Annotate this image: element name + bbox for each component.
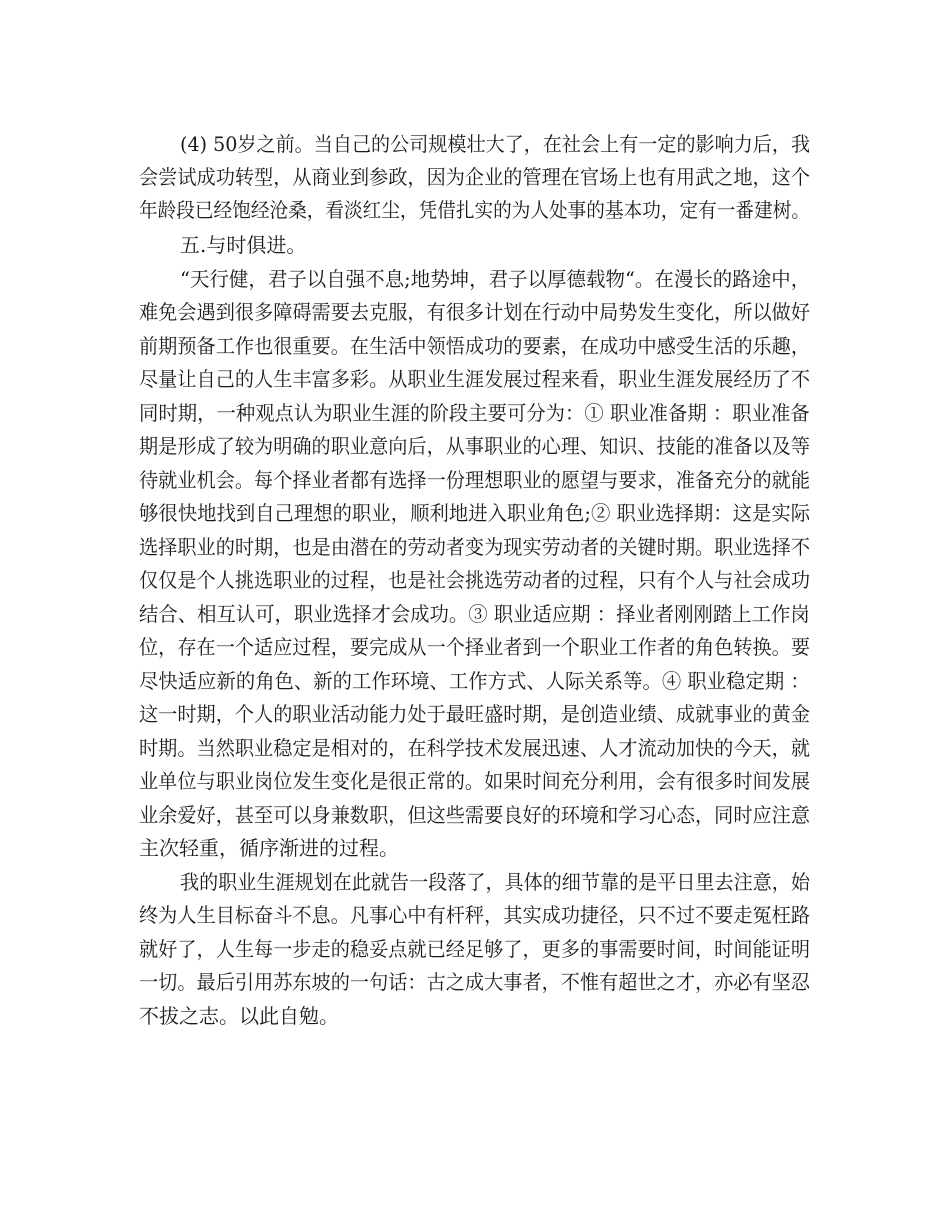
text-line: 业余爱好，甚至可以身兼数职，但这些需要良好的环境和学习心态，同时应注意 (139, 803, 811, 827)
text-line: 尽量让自己的人生丰富多彩。从职业生涯发展过程来看，职业生涯发展经历了不 (139, 367, 811, 391)
text-line: 位，存在一个适应过程，要完成从一个择业者到一个职业工作者的角色转换。要 (139, 635, 811, 659)
text-line: 结合、相互认可，职业选择才会成功。③ 职业适应期 ：择业者刚刚踏上工作岗 (139, 602, 810, 626)
text-line: “天行健，君子以自强不息;地势坤，君子以厚德载物“。在漫长的路途中， (180, 267, 811, 291)
text-line: 终为人生目标奋斗不息。凡事心中有杆秤，其实成功捷径，只不过不要走冤枉路 (139, 903, 811, 927)
text-line: 我的职业生涯规划在此就告一段落了，具体的细节靠的是平日里去注意，始 (180, 870, 810, 894)
text-line: 年龄段已经饱经沧桑，看淡红尘，凭借扎实的为人处事的基本功，定有一番建树。 (139, 198, 810, 222)
text-line: 够很快地找到自己理想的职业，顺利地进入职业角色;② 职业选择期：这是实际 (139, 501, 811, 525)
text-line: 不拔之志。以此自勉。 (139, 1004, 339, 1028)
text-line: 时期。当然职业稳定是相对的，在科学技术发展迅速、人才流动加快的今天，就 (139, 736, 811, 760)
text-line: 主次轻重，循序渐进的过程。 (139, 836, 399, 860)
text-line: 同时期，一种观点认为职业生涯的阶段主要可分为：① 职业准备期 ：职业准备 (139, 401, 810, 425)
text-line: 业单位与职业岗位发生变化是很正常的。如果时间充分利用，会有很多时间发展 (139, 769, 811, 793)
text-line: (4) 50岁之前。当自己的公司规模壮大了，在社会上有一定的影响力后，我 (180, 132, 811, 156)
section-heading: 五.与时俱进。 (180, 233, 307, 257)
text-line: 一切。最后引用苏东坡的一句话：古之成大事者，不惟有超世之才，亦必有坚忍 (139, 970, 811, 994)
text-line: 这一时期，个人的职业活动能力处于最旺盛时期，是创造业绩、成就事业的黄金 (139, 702, 811, 726)
text-line: 就好了，人生每一步走的稳妥点就已经足够了，更多的事需要时间，时间能证明 (139, 937, 811, 961)
text-line: 尽快适应新的角色、新的工作环境、工作方式、人际关系等。④ 职业稳定期 ： (139, 669, 810, 693)
text-line: 仅仅是个人挑选职业的过程，也是社会挑选劳动者的过程，只有个人与社会成功 (139, 568, 811, 592)
text-line: 难免会遇到很多障碍需要去克服，有很多计划在行动中局势发生变化，所以做好 (139, 300, 811, 324)
text-line: 前期预备工作也很重要。在生活中领悟成功的要素，在成功中感受生活的乐趣， (139, 334, 811, 358)
text-line: 期是形成了较为明确的职业意向后，从事职业的心理、知识、技能的准备以及等 (139, 434, 811, 458)
text-line: 选择职业的时期，也是由潜在的劳动者变为现实劳动者的关键时期。职业选择不 (139, 535, 811, 559)
text-line: 会尝试成功转型，从商业到参政，因为企业的管理在官场上也有用武之地，这个 (139, 165, 811, 189)
text-line: 待就业机会。每个择业者都有选择一份理想职业的愿望与要求，准备充分的就能 (139, 468, 811, 492)
